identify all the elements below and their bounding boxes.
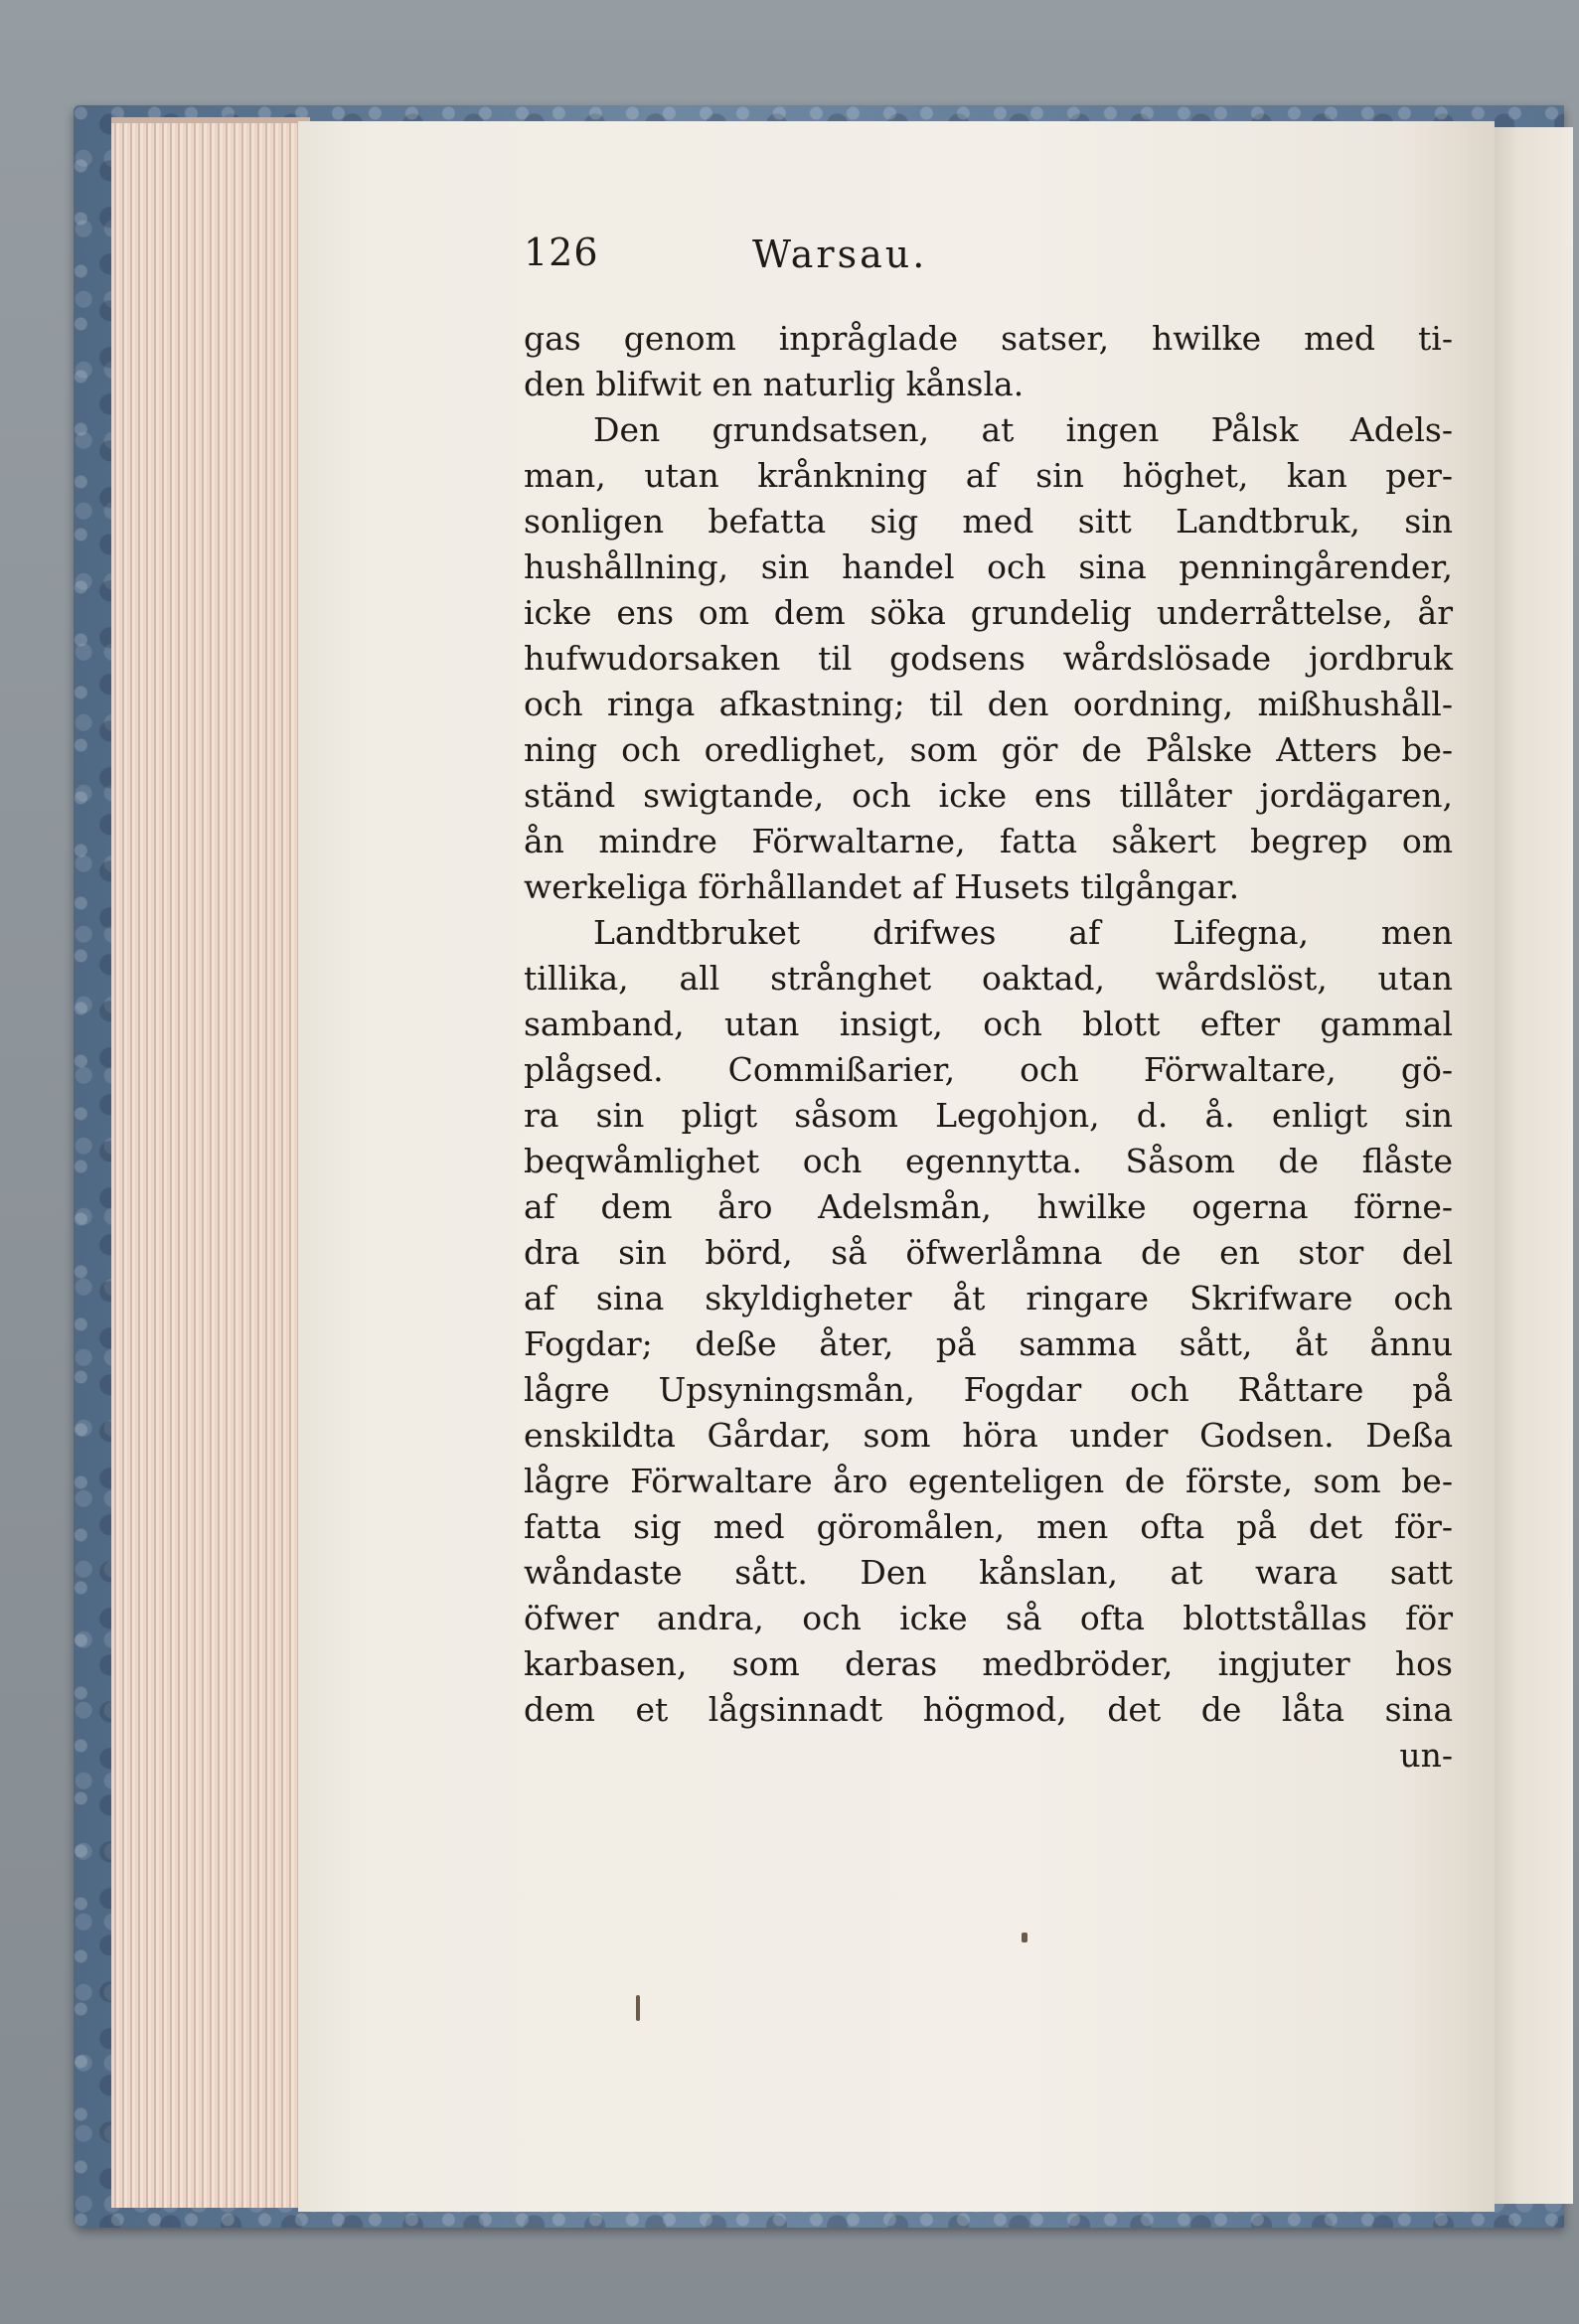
text-line: öfwer andra, och icke så ofta blottstållas för	[524, 1599, 1453, 1637]
text-line: man, utan krånkning af sin höghet, kan per-	[524, 456, 1453, 495]
text-line: lågre Upsyningsmån, Fogdar och Råttare på	[524, 1370, 1453, 1409]
ink-fleck	[636, 1995, 640, 2021]
running-head: Warsau.	[752, 232, 928, 276]
text-line: beqwåmlighet och egennytta. Såsom de flåste	[524, 1142, 1453, 1180]
text-line: och ringa afkastning; til den oordning, mißhushåll-	[524, 685, 1453, 723]
text-line: ra sin pligt såsom Legohjon, d. å. enligt sin	[524, 1096, 1453, 1135]
text-line: sonligen befatta sig med sitt Landtbruk, sin	[524, 502, 1453, 541]
text-line: Landtbruket drifwes af Lifegna, men	[593, 913, 1453, 952]
text-line: plågsed. Commißarier, och Förwaltare, gö-	[524, 1050, 1453, 1089]
catchword: un-	[1399, 1736, 1453, 1775]
text-line: dra sin börd, så öfwerlåmna de en stor del	[524, 1233, 1453, 1272]
text-line: Den grundsatsen, at ingen Pålsk Adels-	[593, 410, 1453, 449]
text-line: ån mindre Förwaltarne, fatta såkert begrep om	[524, 822, 1453, 860]
text-line: den blifwit en naturlig kånsla.	[524, 365, 1025, 403]
text-line: fatta sig med göromålen, men ofta på det för-	[524, 1507, 1453, 1546]
text-line: af dem åro Adelsmån, hwilke ogerna förne-	[524, 1187, 1453, 1226]
text-line: ning och oredlighet, som gör de Pålske Atters be-	[524, 730, 1453, 769]
text-line: hufwudorsaken til godsens wårdslösade jordbruk	[524, 639, 1453, 678]
text-line: wåndaste sått. Den kånslan, at wara satt	[524, 1553, 1453, 1592]
page-header	[524, 231, 1453, 290]
page-number: 126	[524, 231, 599, 274]
text-line: samband, utan insigt, och blott efter gammal	[524, 1005, 1453, 1043]
text-line: enskildta Gårdar, som höra under Godsen. Deßa	[524, 1416, 1453, 1455]
text-line: karbasen, som deras medbröder, ingjuter hos	[524, 1644, 1453, 1683]
text-line: tillika, all strånghet oaktad, wårdslöst, utan	[524, 959, 1453, 998]
page-edges	[111, 123, 311, 2208]
body-text	[524, 316, 1453, 1779]
text-line: Fogdar; deße åter, på samma sått, åt ånnu	[524, 1324, 1453, 1363]
text-line: hushållning, sin handel och sina penningårender,	[524, 547, 1453, 586]
text-line: lågre Förwaltare åro egenteligen de förste, som be-	[524, 1462, 1453, 1500]
text-line: icke ens om dem söka grundelig underråttelse, år	[524, 593, 1453, 632]
text-line: werkeliga förhållandet af Husets tilgångar.	[524, 867, 1240, 906]
text-line: ständ swigtande, och icke ens tillåter jordägaren,	[524, 776, 1453, 815]
text-line: gas genom inpråglade satser, hwilke med ti-	[524, 319, 1453, 358]
text-line: dem et lågsinnadt högmod, det de låta sina	[524, 1690, 1453, 1729]
text-line: af sina skyldigheter åt ringare Skrifware och	[524, 1279, 1453, 1317]
ink-fleck	[1022, 1933, 1027, 1942]
